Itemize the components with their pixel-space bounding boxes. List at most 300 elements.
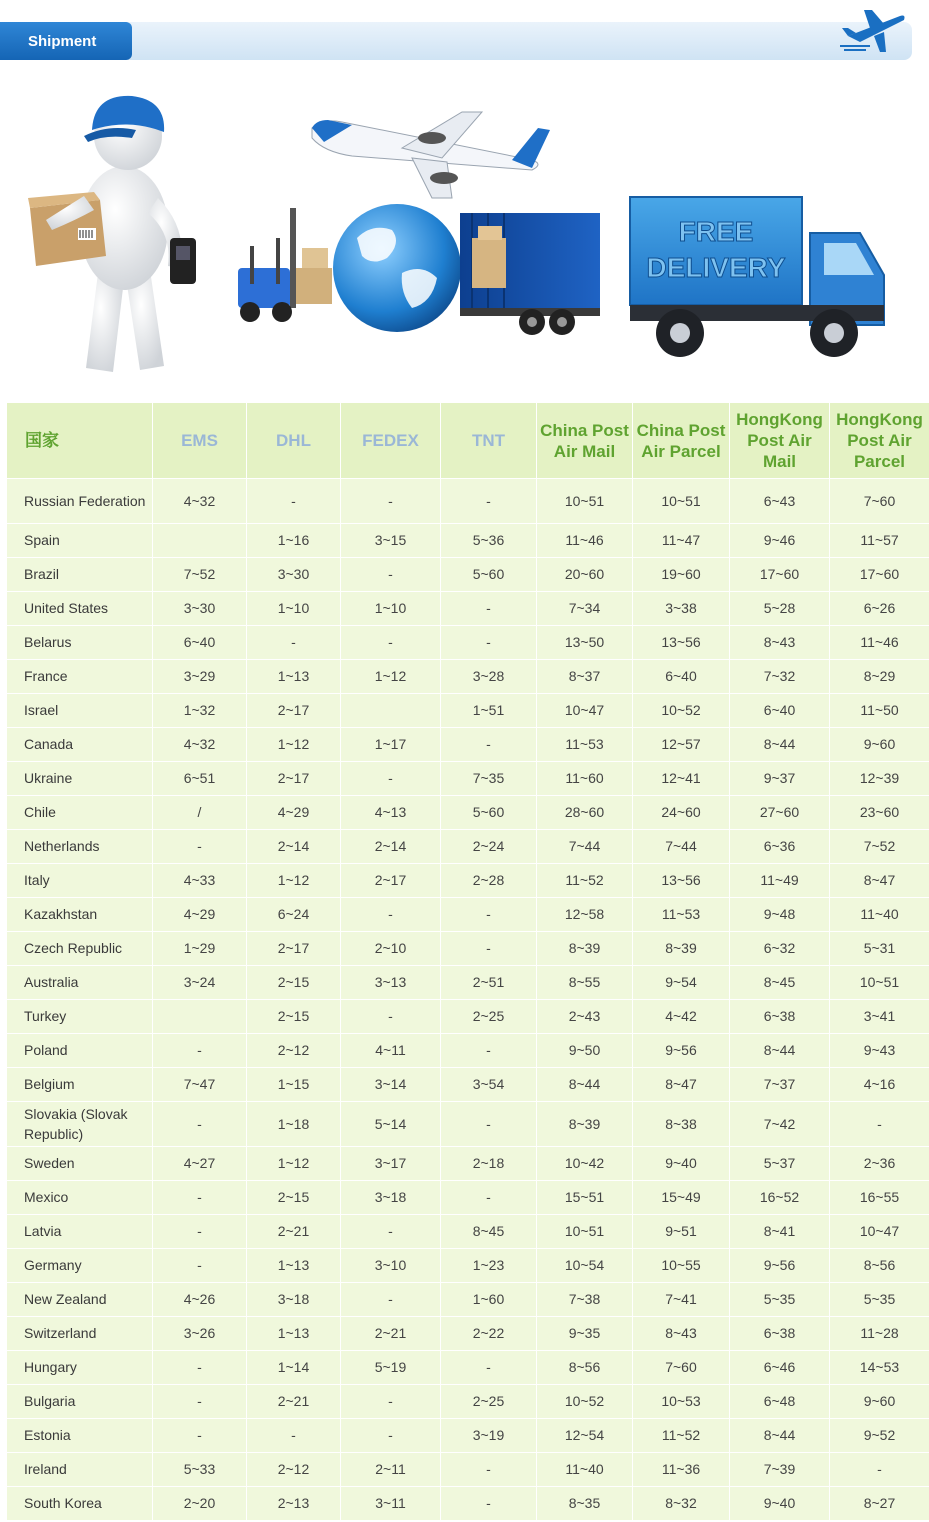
days-cell: -	[153, 1384, 247, 1418]
days-cell: 7~60	[633, 1350, 730, 1384]
days-cell: 13~56	[633, 625, 730, 659]
days-cell: 9~56	[633, 1033, 730, 1067]
days-cell: -	[341, 1418, 441, 1452]
days-cell: 9~54	[633, 965, 730, 999]
days-cell: 11~40	[830, 897, 929, 931]
table-row	[7, 1067, 929, 1101]
days-cell: -	[441, 1452, 537, 1486]
days-cell: 11~47	[633, 523, 730, 557]
days-cell: 8~45	[441, 1214, 537, 1248]
days-cell: 11~36	[633, 1452, 730, 1486]
days-cell: -	[441, 1180, 537, 1214]
table-row	[7, 1384, 929, 1418]
shipment-tab	[0, 22, 132, 60]
days-cell: 11~50	[830, 693, 929, 727]
table-row	[7, 1214, 929, 1248]
days-cell: 1~10	[341, 591, 441, 625]
header-china-post-air-mail: China Post Air Mail	[537, 403, 633, 479]
table-row	[7, 795, 929, 829]
days-cell: 5~60	[441, 557, 537, 591]
days-cell: 3~15	[341, 523, 441, 557]
days-cell: 2~12	[247, 1452, 341, 1486]
days-cell: 5~60	[441, 795, 537, 829]
days-cell: 5~28	[730, 591, 830, 625]
days-cell: 2~12	[247, 1033, 341, 1067]
days-cell: 2~17	[247, 761, 341, 795]
days-cell: 9~40	[633, 1146, 730, 1180]
days-cell: -	[247, 1418, 341, 1452]
days-cell: 2~21	[247, 1214, 341, 1248]
days-cell: -	[341, 625, 441, 659]
days-cell: -	[441, 727, 537, 761]
days-cell: -	[153, 1418, 247, 1452]
days-cell: 1~51	[441, 693, 537, 727]
days-cell: 17~60	[730, 557, 830, 591]
days-cell: 12~58	[537, 897, 633, 931]
days-cell: -	[441, 625, 537, 659]
days-cell: 9~52	[830, 1418, 929, 1452]
days-cell: 4~16	[830, 1067, 929, 1101]
days-cell: 9~46	[730, 523, 830, 557]
days-cell: 6~46	[730, 1350, 830, 1384]
days-cell: 15~51	[537, 1180, 633, 1214]
free-delivery-truck-icon	[628, 195, 890, 365]
days-cell: 2~51	[441, 965, 537, 999]
table-header-row	[7, 403, 929, 479]
days-cell: -	[247, 625, 341, 659]
days-cell: 20~60	[537, 557, 633, 591]
table-row	[7, 1146, 929, 1180]
days-cell: 8~45	[730, 965, 830, 999]
country-cell: Poland	[7, 1033, 153, 1067]
days-cell: 9~60	[830, 727, 929, 761]
country-cell: Sweden	[7, 1146, 153, 1180]
header-ems: EMS	[153, 403, 247, 479]
days-cell: 5~33	[153, 1452, 247, 1486]
table-row	[7, 693, 929, 727]
table-row	[7, 1350, 929, 1384]
days-cell: 3~30	[153, 591, 247, 625]
days-cell: 2~21	[247, 1384, 341, 1418]
shipment-tab-label: Shipment	[28, 32, 97, 50]
days-cell: -	[441, 1101, 537, 1146]
country-cell: Belarus	[7, 625, 153, 659]
days-cell: 7~52	[830, 829, 929, 863]
days-cell: 11~53	[633, 897, 730, 931]
days-cell: -	[441, 1350, 537, 1384]
days-cell: -	[441, 931, 537, 965]
section-header-bar	[0, 22, 912, 60]
country-cell: France	[7, 659, 153, 693]
days-cell: 2~20	[153, 1486, 247, 1520]
days-cell: 11~40	[537, 1452, 633, 1486]
days-cell: -	[341, 479, 441, 524]
table-row	[7, 1033, 929, 1067]
days-cell: 7~38	[537, 1282, 633, 1316]
table-row	[7, 727, 929, 761]
days-cell: 3~26	[153, 1316, 247, 1350]
days-cell: 7~42	[730, 1101, 830, 1146]
days-cell: 10~51	[830, 965, 929, 999]
header-country: 国家	[7, 403, 153, 479]
days-cell: -	[341, 1384, 441, 1418]
days-cell: 1~13	[247, 1316, 341, 1350]
days-cell: 8~56	[537, 1350, 633, 1384]
days-cell: 2~13	[247, 1486, 341, 1520]
days-cell: 9~43	[830, 1033, 929, 1067]
table-row	[7, 557, 929, 591]
country-cell: Spain	[7, 523, 153, 557]
country-cell: Ukraine	[7, 761, 153, 795]
days-cell: 6~32	[730, 931, 830, 965]
days-cell: -	[153, 1101, 247, 1146]
days-cell: 9~60	[830, 1384, 929, 1418]
days-cell: 13~56	[633, 863, 730, 897]
days-cell: 10~51	[537, 479, 633, 524]
days-cell: 2~17	[341, 863, 441, 897]
days-cell: 2~17	[247, 931, 341, 965]
days-cell: 1~12	[247, 1146, 341, 1180]
country-cell: Estonia	[7, 1418, 153, 1452]
days-cell: 10~42	[537, 1146, 633, 1180]
days-cell: -	[341, 1282, 441, 1316]
days-cell: 3~30	[247, 557, 341, 591]
days-cell: 24~60	[633, 795, 730, 829]
days-cell: 4~32	[153, 727, 247, 761]
days-cell: 2~14	[341, 829, 441, 863]
days-cell: 10~52	[537, 1384, 633, 1418]
table-row	[7, 659, 929, 693]
days-cell: 12~54	[537, 1418, 633, 1452]
days-cell: 7~32	[730, 659, 830, 693]
days-cell: 12~39	[830, 761, 929, 795]
days-cell: 9~51	[633, 1214, 730, 1248]
table-row	[7, 931, 929, 965]
days-cell: 4~42	[633, 999, 730, 1033]
country-cell: Belgium	[7, 1067, 153, 1101]
days-cell: 11~46	[537, 523, 633, 557]
days-cell: -	[441, 591, 537, 625]
days-cell: -	[153, 1214, 247, 1248]
table-row	[7, 999, 929, 1033]
days-cell: 8~39	[537, 1101, 633, 1146]
days-cell: 3~38	[633, 591, 730, 625]
table-row	[7, 1486, 929, 1520]
days-cell: /	[153, 795, 247, 829]
days-cell: 4~26	[153, 1282, 247, 1316]
days-cell	[341, 693, 441, 727]
days-cell: 8~47	[830, 863, 929, 897]
days-cell: -	[341, 1214, 441, 1248]
days-cell: -	[153, 1350, 247, 1384]
days-cell: 9~50	[537, 1033, 633, 1067]
days-cell: 28~60	[537, 795, 633, 829]
days-cell: 6~38	[730, 1316, 830, 1350]
days-cell: -	[341, 999, 441, 1033]
days-cell: 13~50	[537, 625, 633, 659]
days-cell: 2~25	[441, 999, 537, 1033]
table-row	[7, 591, 929, 625]
days-cell: 7~47	[153, 1067, 247, 1101]
days-cell: 9~56	[730, 1248, 830, 1282]
days-cell: 7~44	[537, 829, 633, 863]
days-cell: 15~49	[633, 1180, 730, 1214]
days-cell: 8~47	[633, 1067, 730, 1101]
days-cell: 1~13	[247, 659, 341, 693]
days-cell: 6~40	[633, 659, 730, 693]
country-cell: Latvia	[7, 1214, 153, 1248]
days-cell: 7~37	[730, 1067, 830, 1101]
country-cell: Australia	[7, 965, 153, 999]
days-cell: 2~15	[247, 1180, 341, 1214]
days-cell: 4~13	[341, 795, 441, 829]
days-cell: 6~26	[830, 591, 929, 625]
table-row	[7, 829, 929, 863]
country-cell: Hungary	[7, 1350, 153, 1384]
days-cell: 1~10	[247, 591, 341, 625]
days-cell: 1~12	[247, 863, 341, 897]
days-cell: 11~46	[830, 625, 929, 659]
days-cell: 2~36	[830, 1146, 929, 1180]
days-cell: 12~41	[633, 761, 730, 795]
days-cell: 7~44	[633, 829, 730, 863]
days-cell: 1~17	[341, 727, 441, 761]
days-cell: 2~10	[341, 931, 441, 965]
days-cell: 3~18	[247, 1282, 341, 1316]
days-cell: 1~18	[247, 1101, 341, 1146]
days-cell: 8~44	[730, 1033, 830, 1067]
header-tnt: TNT	[441, 403, 537, 479]
shipping-time-table	[6, 402, 929, 1521]
days-cell: -	[341, 897, 441, 931]
country-cell: Switzerland	[7, 1316, 153, 1350]
days-cell: 6~40	[153, 625, 247, 659]
days-cell: 1~12	[247, 727, 341, 761]
days-cell: 6~38	[730, 999, 830, 1033]
days-cell: 7~41	[633, 1282, 730, 1316]
days-cell: 3~14	[341, 1067, 441, 1101]
table-row	[7, 1282, 929, 1316]
days-cell: 6~48	[730, 1384, 830, 1418]
country-cell: Turkey	[7, 999, 153, 1033]
days-cell: 1~13	[247, 1248, 341, 1282]
days-cell: -	[341, 557, 441, 591]
days-cell: 4~27	[153, 1146, 247, 1180]
table-row	[7, 625, 929, 659]
days-cell: 8~29	[830, 659, 929, 693]
days-cell: 1~29	[153, 931, 247, 965]
days-cell: 8~56	[830, 1248, 929, 1282]
days-cell: 14~53	[830, 1350, 929, 1384]
table-row	[7, 523, 929, 557]
days-cell: 10~54	[537, 1248, 633, 1282]
days-cell: 5~14	[341, 1101, 441, 1146]
days-cell: 1~32	[153, 693, 247, 727]
days-cell: 7~39	[730, 1452, 830, 1486]
days-cell: 10~47	[537, 693, 633, 727]
days-cell: 11~52	[633, 1418, 730, 1452]
country-cell: Czech Republic	[7, 931, 153, 965]
country-cell: Israel	[7, 693, 153, 727]
country-cell: United States	[7, 591, 153, 625]
table-row	[7, 863, 929, 897]
days-cell: 3~54	[441, 1067, 537, 1101]
airplane-icon	[840, 6, 908, 54]
table-row	[7, 965, 929, 999]
days-cell: 7~60	[830, 479, 929, 524]
country-cell: Russian Federation	[7, 479, 153, 524]
days-cell: 5~36	[441, 523, 537, 557]
days-cell: 8~35	[537, 1486, 633, 1520]
days-cell: 4~11	[341, 1033, 441, 1067]
days-cell: 5~35	[730, 1282, 830, 1316]
days-cell: -	[153, 1180, 247, 1214]
days-cell: 1~23	[441, 1248, 537, 1282]
days-cell: -	[153, 1033, 247, 1067]
country-cell: New Zealand	[7, 1282, 153, 1316]
header-hongkong-post-air-parcel: HongKong Post Air Parcel	[830, 403, 929, 479]
days-cell: 10~53	[633, 1384, 730, 1418]
country-cell: Mexico	[7, 1180, 153, 1214]
days-cell: 2~28	[441, 863, 537, 897]
days-cell: 1~60	[441, 1282, 537, 1316]
days-cell: 9~48	[730, 897, 830, 931]
days-cell: 16~55	[830, 1180, 929, 1214]
truck-text-free: FREE	[678, 216, 754, 247]
days-cell: 1~16	[247, 523, 341, 557]
delivery-person-with-box-icon	[28, 88, 213, 383]
country-cell: Kazakhstan	[7, 897, 153, 931]
days-cell: 16~52	[730, 1180, 830, 1214]
days-cell: 10~47	[830, 1214, 929, 1248]
days-cell: 2~25	[441, 1384, 537, 1418]
days-cell: 5~35	[830, 1282, 929, 1316]
days-cell: -	[441, 479, 537, 524]
days-cell: 2~21	[341, 1316, 441, 1350]
days-cell: -	[441, 1033, 537, 1067]
days-cell: 2~24	[441, 829, 537, 863]
days-cell: 9~37	[730, 761, 830, 795]
days-cell: 8~39	[537, 931, 633, 965]
days-cell: -	[830, 1452, 929, 1486]
days-cell: 8~32	[633, 1486, 730, 1520]
days-cell: 2~18	[441, 1146, 537, 1180]
table-row	[7, 897, 929, 931]
days-cell: 8~55	[537, 965, 633, 999]
days-cell: 19~60	[633, 557, 730, 591]
days-cell: 4~29	[247, 795, 341, 829]
days-cell: 1~12	[341, 659, 441, 693]
days-cell: 2~15	[247, 965, 341, 999]
days-cell: 8~43	[730, 625, 830, 659]
days-cell: 2~11	[341, 1452, 441, 1486]
days-cell: 8~41	[730, 1214, 830, 1248]
days-cell: 8~27	[830, 1486, 929, 1520]
days-cell: 6~40	[730, 693, 830, 727]
days-cell: 3~41	[830, 999, 929, 1033]
days-cell: 27~60	[730, 795, 830, 829]
days-cell: 11~49	[730, 863, 830, 897]
table-row	[7, 1180, 929, 1214]
country-cell: Brazil	[7, 557, 153, 591]
header-hongkong-post-air-mail: HongKong Post Air Mail	[730, 403, 830, 479]
days-cell: 2~15	[247, 999, 341, 1033]
table-row	[7, 1248, 929, 1282]
days-cell: 8~44	[537, 1067, 633, 1101]
days-cell: 23~60	[830, 795, 929, 829]
days-cell: 5~37	[730, 1146, 830, 1180]
header-china-post-air-parcel: China Post Air Parcel	[633, 403, 730, 479]
airplane-globe-forklift-container-icon	[232, 98, 602, 376]
days-cell: 9~35	[537, 1316, 633, 1350]
days-cell: 11~60	[537, 761, 633, 795]
table-row	[7, 1316, 929, 1350]
days-cell	[153, 999, 247, 1033]
days-cell: -	[153, 829, 247, 863]
days-cell: 8~44	[730, 727, 830, 761]
days-cell: 3~28	[441, 659, 537, 693]
country-cell: Italy	[7, 863, 153, 897]
header-fedex: FEDEX	[341, 403, 441, 479]
country-cell: Ireland	[7, 1452, 153, 1486]
country-cell: Chile	[7, 795, 153, 829]
table-row	[7, 479, 929, 524]
days-cell: 3~24	[153, 965, 247, 999]
country-cell: Slovakia (Slovak Republic)	[7, 1101, 153, 1146]
country-cell: Bulgaria	[7, 1384, 153, 1418]
days-cell: 8~37	[537, 659, 633, 693]
days-cell: 11~52	[537, 863, 633, 897]
days-cell: 4~33	[153, 863, 247, 897]
days-cell: 10~52	[633, 693, 730, 727]
days-cell: 2~43	[537, 999, 633, 1033]
days-cell: 7~34	[537, 591, 633, 625]
days-cell: 7~35	[441, 761, 537, 795]
days-cell: 5~31	[830, 931, 929, 965]
days-cell: 3~19	[441, 1418, 537, 1452]
days-cell: 3~17	[341, 1146, 441, 1180]
days-cell: 1~14	[247, 1350, 341, 1384]
days-cell: 5~19	[341, 1350, 441, 1384]
table-row	[7, 1452, 929, 1486]
table-row	[7, 1418, 929, 1452]
days-cell: 12~57	[633, 727, 730, 761]
truck-text-delivery: DELIVERY	[646, 252, 786, 283]
days-cell: 10~51	[537, 1214, 633, 1248]
days-cell: -	[153, 1248, 247, 1282]
days-cell: -	[341, 761, 441, 795]
country-cell: Netherlands	[7, 829, 153, 863]
days-cell: 8~38	[633, 1101, 730, 1146]
country-cell: Canada	[7, 727, 153, 761]
days-cell: -	[441, 1486, 537, 1520]
days-cell: 9~40	[730, 1486, 830, 1520]
days-cell: 1~15	[247, 1067, 341, 1101]
days-cell	[153, 523, 247, 557]
days-cell: 6~24	[247, 897, 341, 931]
days-cell: 10~55	[633, 1248, 730, 1282]
days-cell: 2~22	[441, 1316, 537, 1350]
country-cell: Germany	[7, 1248, 153, 1282]
days-cell: 6~43	[730, 479, 830, 524]
days-cell: 4~32	[153, 479, 247, 524]
days-cell: 3~29	[153, 659, 247, 693]
table-row	[7, 1101, 929, 1146]
days-cell: 11~53	[537, 727, 633, 761]
days-cell: 7~52	[153, 557, 247, 591]
days-cell: 2~17	[247, 693, 341, 727]
days-cell: 8~43	[633, 1316, 730, 1350]
